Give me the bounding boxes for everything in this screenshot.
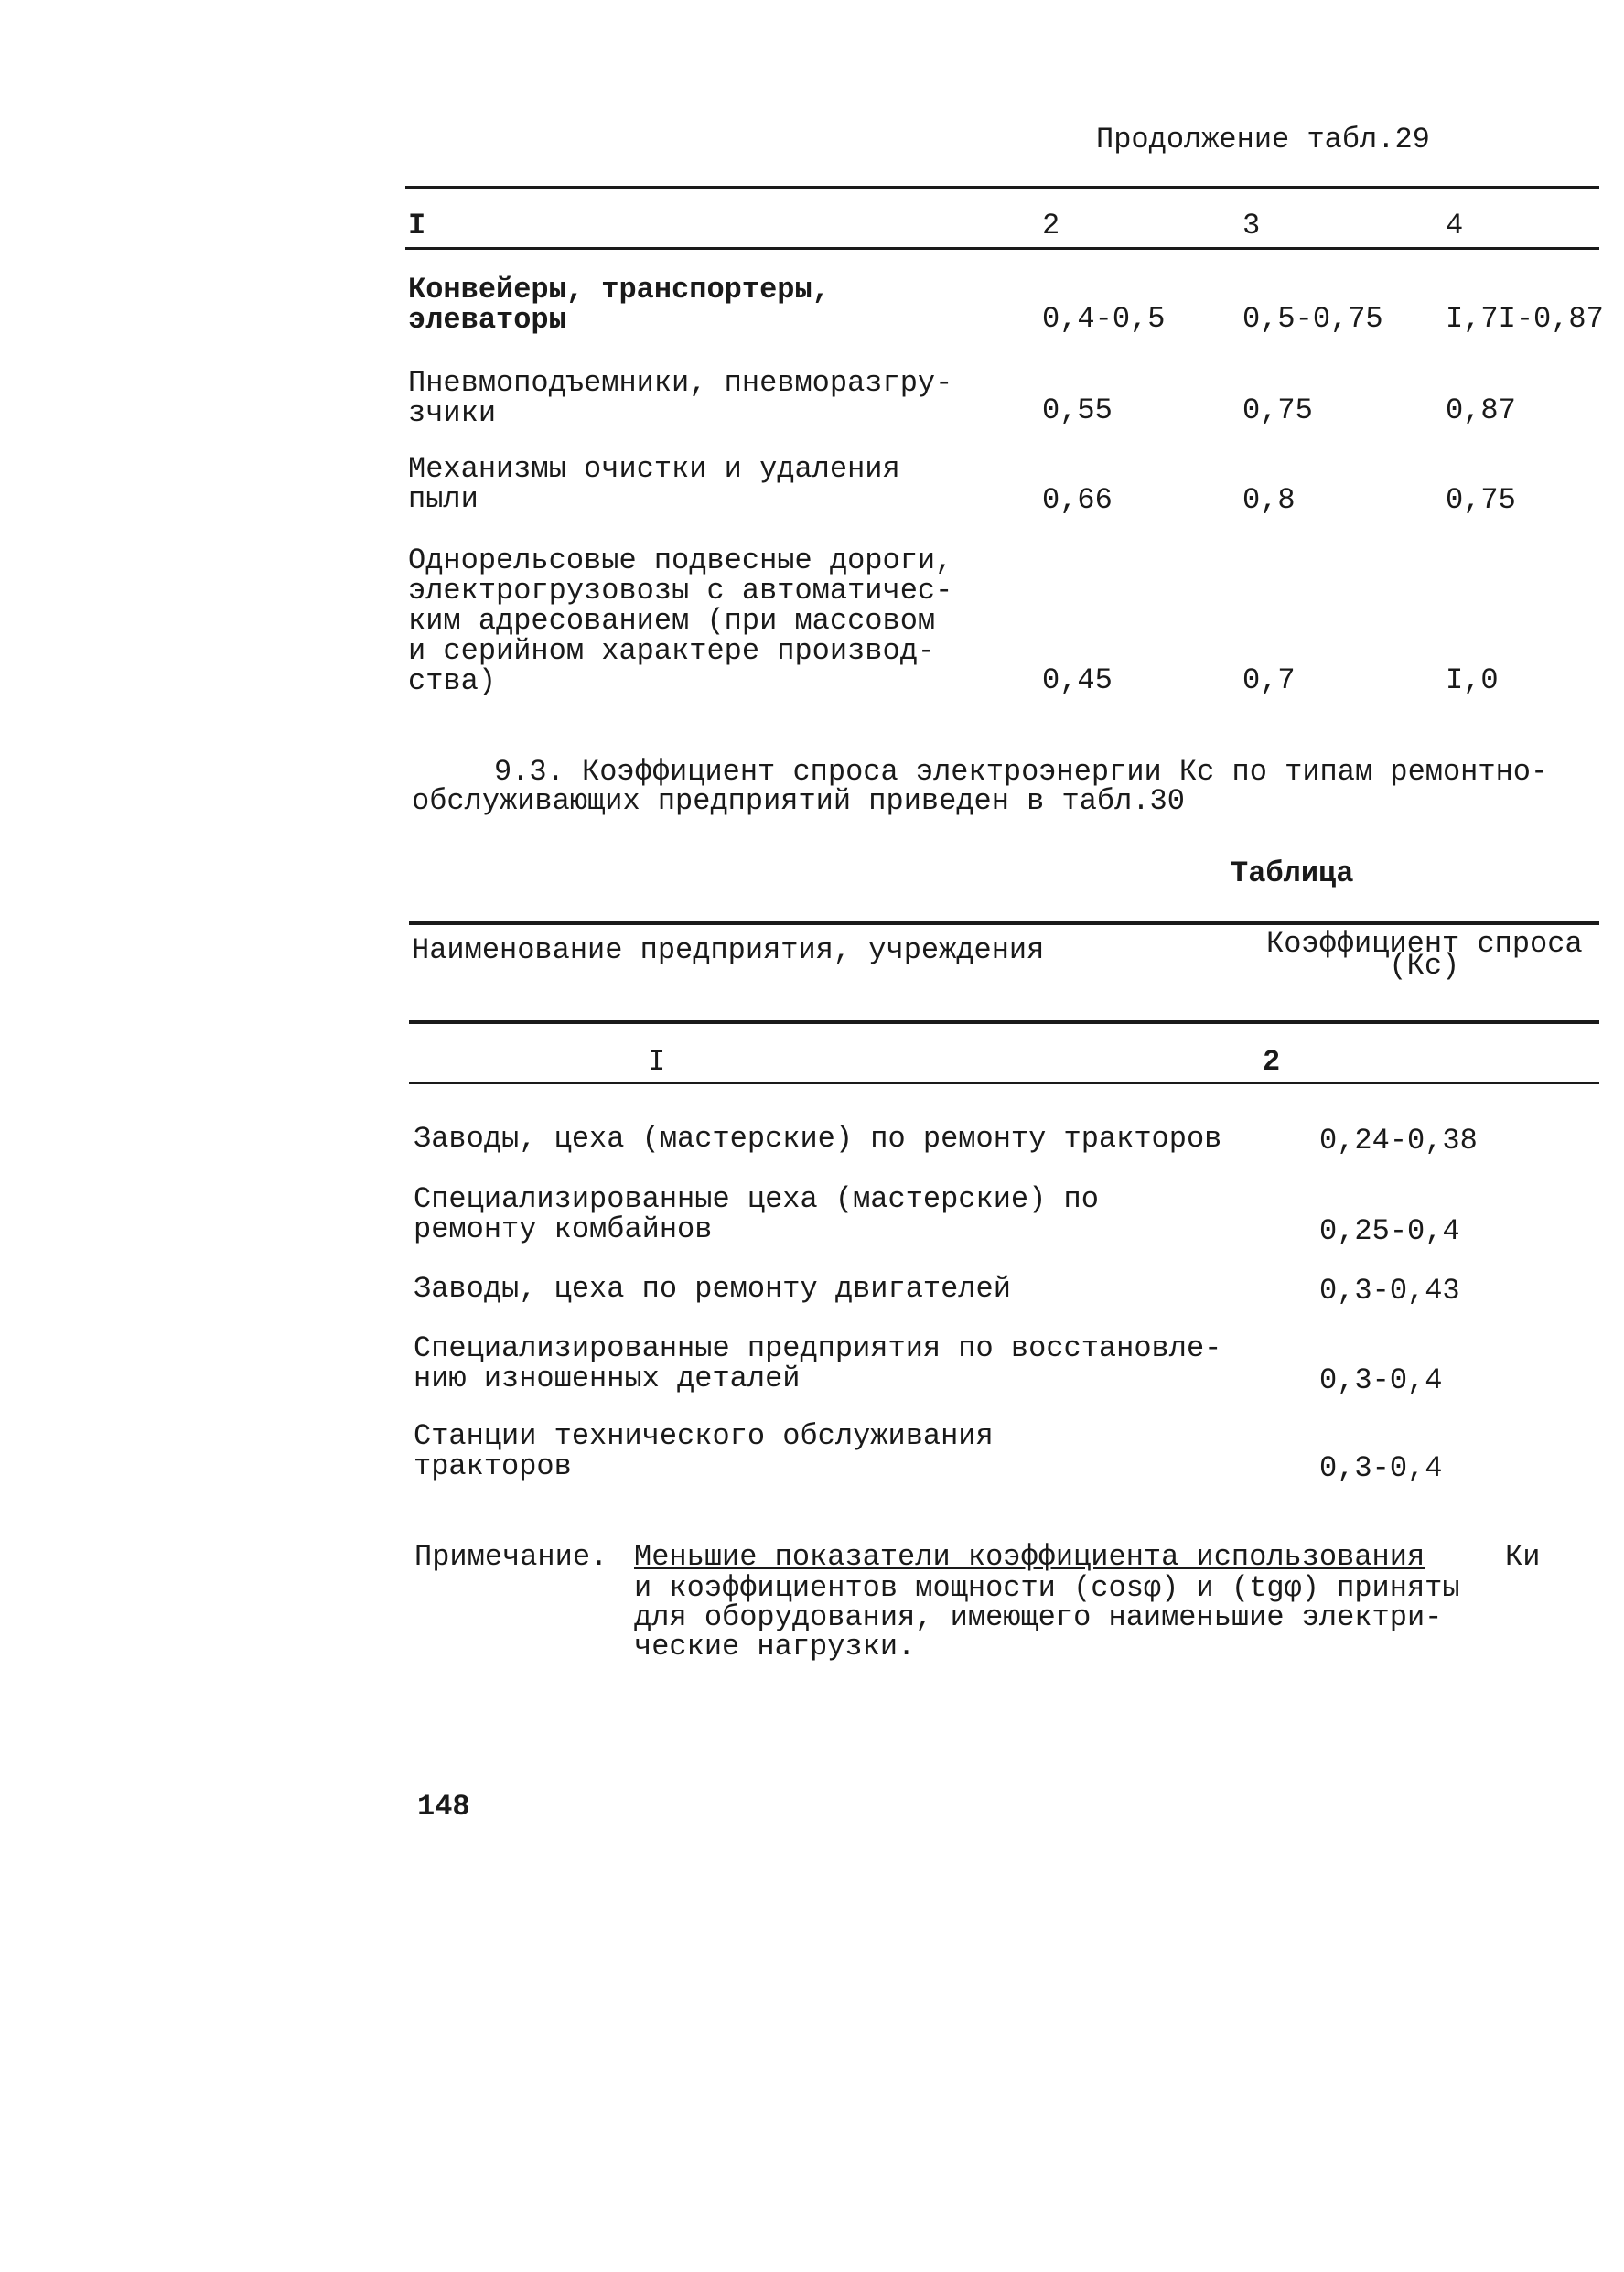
table-cell: I,7I-0,87 xyxy=(1446,302,1604,336)
table-cell: 0,7 xyxy=(1242,663,1296,697)
column-header-coefficient: Коэффициент спроса (Кс) xyxy=(1266,927,1583,983)
note-label: Примечание. xyxy=(414,1540,608,1574)
column-number-4: 4 xyxy=(1446,209,1464,242)
header-rule xyxy=(405,247,1599,250)
column-number-2: 2 xyxy=(1042,209,1060,242)
table-caption: Продолжение табл.29 xyxy=(1096,123,1430,156)
table-cell: 0,4-0,5 xyxy=(1042,302,1166,336)
table-cell: 0,75 xyxy=(1446,483,1516,517)
table-row-name: Заводы, цеха по ремонту двигателей xyxy=(414,1272,1011,1306)
body-paragraph: 9.3. Коэффициент спроса электроэнергии Кс по типам ремонтно- обслуживающих предприятий приведен в табл.30 xyxy=(412,755,1549,818)
table-cell: I,0 xyxy=(1446,663,1499,697)
table-top-rule xyxy=(405,186,1599,189)
table-cell: 0,55 xyxy=(1042,393,1113,427)
table-cell: 0,8 xyxy=(1242,483,1296,517)
table-row-name: Механизмы очистки и удаления пыли xyxy=(408,452,900,516)
column-number-3: 3 xyxy=(1242,209,1261,242)
table-row-name: Специализированные цеха (мастерские) по ремонту комбайнов xyxy=(414,1182,1099,1246)
table-cell: 0,25-0,4 xyxy=(1319,1214,1460,1248)
header-rule xyxy=(409,1020,1599,1024)
table-cell: 0,24-0,38 xyxy=(1319,1124,1478,1158)
column-number-1: I xyxy=(408,209,426,242)
note-first-line-end: Ки xyxy=(1505,1540,1541,1574)
table-row-name: Однорельсовые подвесные дороги, электрогрузовозы с автоматичес- ким адресованием (при массовом и серийном характере производ- ства) xyxy=(408,544,953,698)
page-number: 148 xyxy=(417,1790,470,1824)
table-top-rule xyxy=(409,921,1599,925)
table-cell: 0,75 xyxy=(1242,393,1313,427)
table-row-name: Станции технического обслуживания тракторов xyxy=(414,1419,994,1483)
note-text: и коэффициентов мощности (cosφ) и (tgφ) приняты для оборудования, имеющего наименьшие электри- ческие нагрузки. xyxy=(634,1571,1460,1664)
table-cell: 0,87 xyxy=(1446,393,1516,427)
column-number-1: I xyxy=(648,1045,666,1079)
table-cell: 0,3-0,4 xyxy=(1319,1363,1443,1397)
table-row-name: Заводы, цеха (мастерские) по ремонту тракторов xyxy=(414,1122,1222,1156)
table-cell: 0,3-0,43 xyxy=(1319,1274,1460,1308)
table-caption: Таблица xyxy=(1231,856,1354,890)
table-cell: 0,5-0,75 xyxy=(1242,302,1383,336)
table-row-name: Конвейеры, транспортеры, элеваторы xyxy=(408,273,830,337)
table-row-name: Специализированные предприятия по восстановле- нию изношенных деталей xyxy=(414,1331,1222,1395)
note-first-line: Меньшие показатели коэффициента использования xyxy=(634,1540,1425,1574)
table-cell: 0,66 xyxy=(1042,483,1113,517)
table-cell: 0,3-0,4 xyxy=(1319,1451,1443,1485)
column-header-name: Наименование предприятия, учреждения xyxy=(412,933,1045,967)
table-row-name: Пневмоподъемники, пневморазгру- зчики xyxy=(408,366,953,430)
table-cell: 0,45 xyxy=(1042,663,1113,697)
numbers-rule xyxy=(409,1082,1599,1084)
column-number-2: 2 xyxy=(1263,1045,1281,1079)
